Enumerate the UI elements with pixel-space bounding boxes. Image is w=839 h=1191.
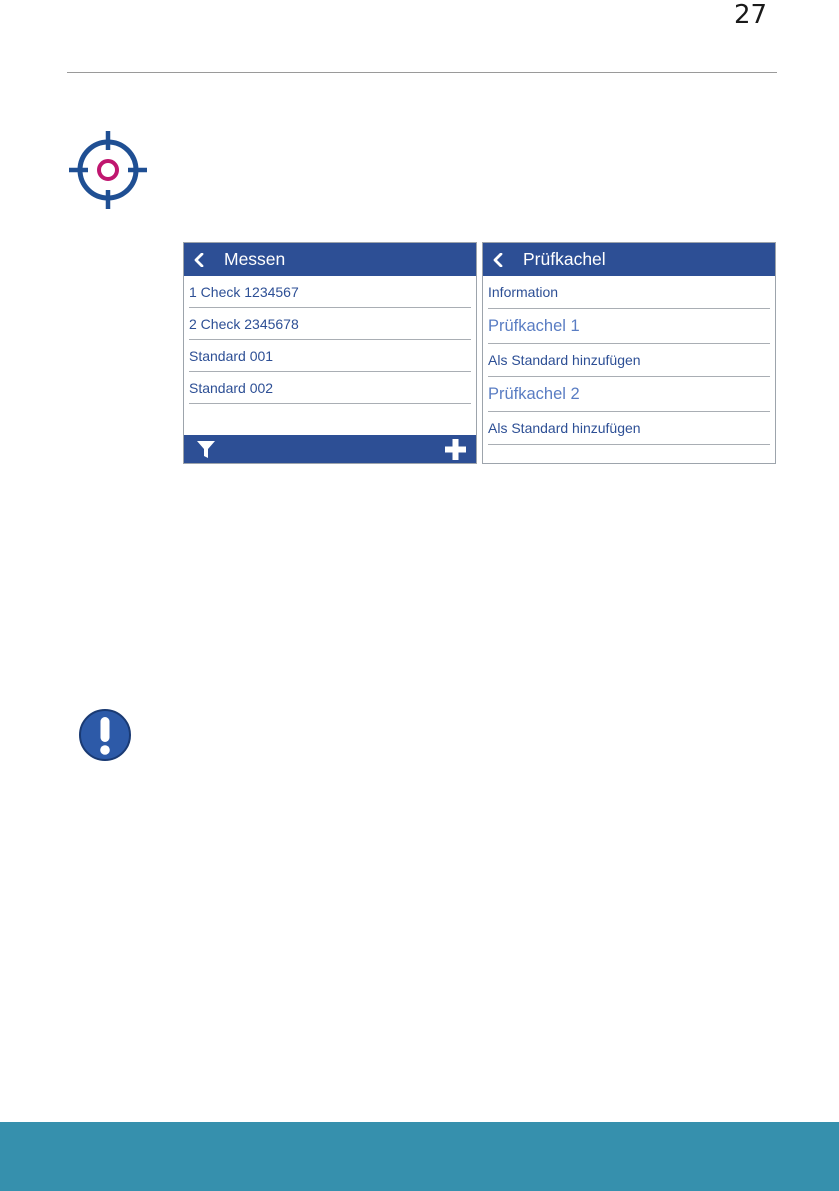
footer-band (0, 1122, 839, 1191)
screen-header (184, 243, 476, 276)
back-chevron-icon[interactable] (192, 253, 206, 267)
add-as-standard-2-item[interactable]: Als Standard hinzufügen (488, 412, 770, 445)
list-item[interactable]: 2 Check 2345678 (189, 308, 471, 340)
add-as-standard-1-item[interactable]: Als Standard hinzufügen (488, 344, 770, 377)
filter-icon[interactable] (197, 441, 215, 458)
exclamation-icon (78, 708, 132, 762)
test-tile-1-label: Prüfkachel 1 (488, 309, 770, 344)
screen-header (483, 243, 775, 276)
back-chevron-icon[interactable] (491, 253, 505, 267)
plus-icon[interactable] (445, 439, 466, 460)
test-tile-2-label: Prüfkachel 2 (488, 377, 770, 412)
screen-footer (184, 435, 476, 463)
test-tile-screen (482, 242, 776, 464)
crosshair-target-icon (66, 128, 150, 212)
page-number: 27 (734, 0, 768, 30)
information-item[interactable]: Information (488, 276, 770, 309)
screen-title: Prüfkachel (523, 249, 606, 269)
top-rule (67, 72, 777, 73)
measure-screen (183, 242, 477, 464)
screen-title: Messen (224, 249, 286, 269)
list-item[interactable]: Standard 001 (189, 340, 471, 372)
list-item-empty (189, 404, 471, 436)
list-item[interactable]: Standard 002 (189, 372, 471, 404)
list-item[interactable]: 1 Check 1234567 (189, 276, 471, 308)
